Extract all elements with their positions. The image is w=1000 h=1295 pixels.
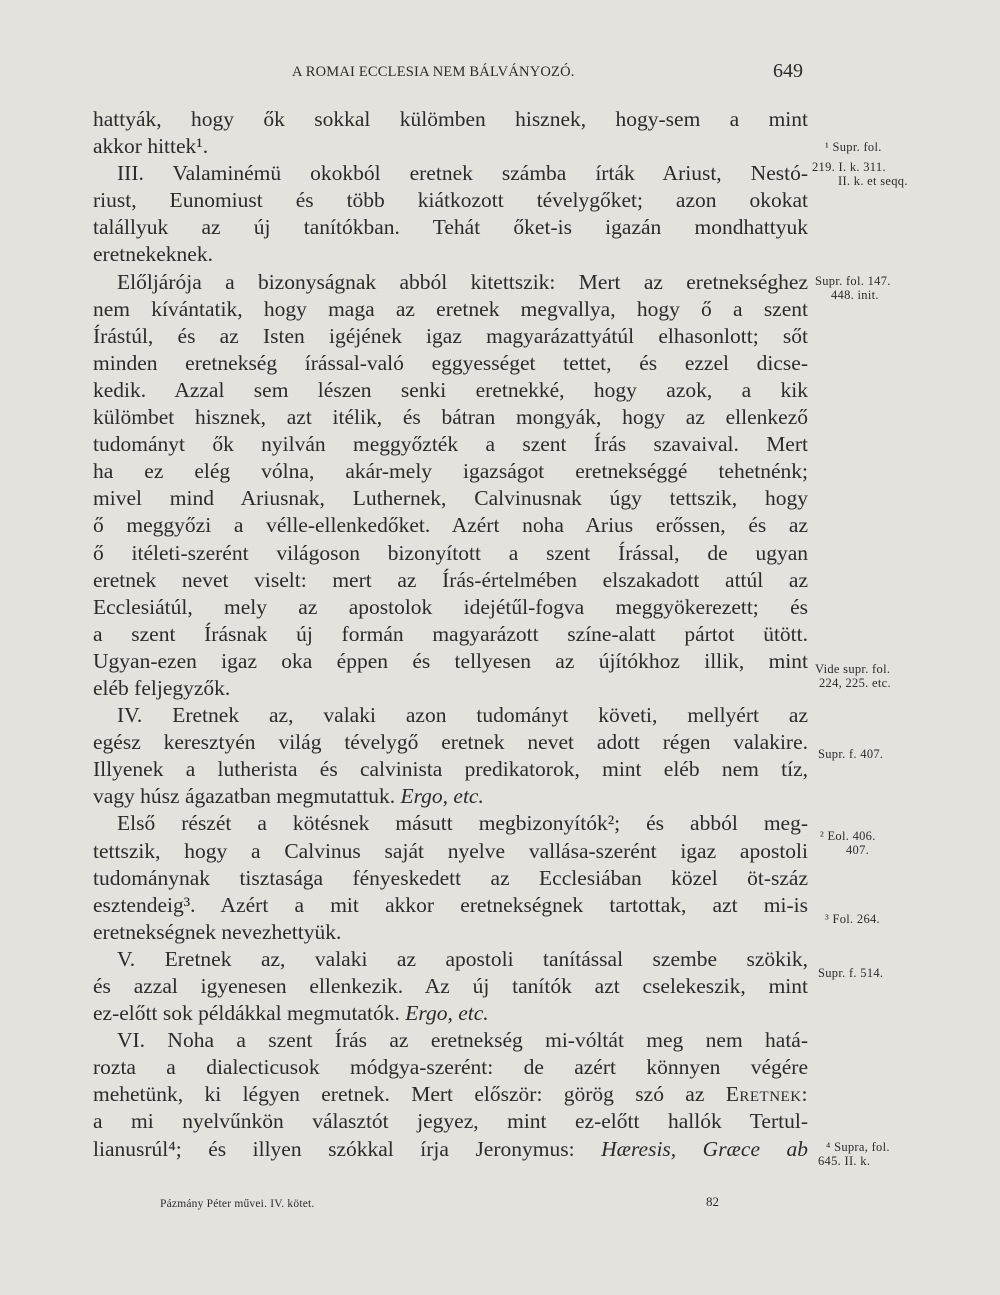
text-line: V. Eretnek az, valaki az apostoli tanítással szembe szökik,	[117, 946, 808, 971]
text-line: kedik. Azzal sem lészen senki eretnekké, hogy azok, a kik	[93, 377, 808, 402]
margin-note-line: 448. init.	[831, 288, 879, 302]
margin-note-line: Supr. f. 514.	[818, 966, 884, 980]
text-line	[93, 1081, 808, 1108]
text-line: tudománynak tisztasága fényeskedett az Ecclesiában közel öt-száz	[93, 865, 808, 890]
text-line: III. Valaminémü okokból eretnek számba írták Ariust, Nestó-	[117, 161, 808, 186]
margin-note-line: Supr. f. 407.	[818, 747, 884, 761]
text-line: talállyuk az új tanítókban. Tehát őket-is igazán mondhattyuk	[93, 215, 808, 240]
margin-note-line: ⁴ Supra, fol.	[826, 1140, 890, 1154]
margin-note-line: 224, 225. etc.	[819, 676, 891, 690]
text-line	[93, 783, 808, 810]
margin-note	[825, 140, 882, 154]
margin-note-line: ³ Fol. 264.	[825, 912, 880, 926]
text-line: eretnek nevet viselt: mert az Írás-értelmében elszakadott attúl az	[93, 567, 808, 592]
margin-note-line: 219. I. k. 311.	[812, 160, 886, 174]
text-line: eretnekségnek nevezhettyük.	[93, 919, 342, 944]
text-line: Előljárója a bizonyságnak abból kitettszik: Mert az eretnekséghez	[117, 269, 808, 294]
text-line: külömbet hisznek, azt itélik, és bátran mongyák, hogy az ellenkező	[93, 405, 808, 430]
small-caps-word: Eretnek:	[725, 1082, 808, 1107]
text-line: minden eretnekség írással-való eggyességet tettet, és ezzel dicse-	[93, 350, 808, 375]
text-line: mivel mind Ariusnak, Luthernek, Calvinusnak úgy tettszik, hogy	[93, 486, 808, 511]
text-segment: mehetünk, ki légyen eretnek. Mert először: görög szó az	[93, 1082, 705, 1107]
text-line: eléb feljegyzők.	[93, 675, 231, 700]
text-line: hattyák, hogy ők sokkal külömben hisznek, hogy-sem a mint	[93, 107, 808, 131]
text-segment: ez-előtt sok példákkal megmutatók.	[93, 1001, 400, 1026]
text-line: Ecclesiátúl, mely az apostolok idejétűl-fogva meggyökerezett; és	[93, 594, 808, 619]
margin-note-line: 645. II. k.	[818, 1154, 871, 1168]
margin-note-line: II. k. et seqq.	[838, 174, 908, 188]
text-line: a szent Írásnak új formán magyarázott színe-alatt pártot ütött.	[93, 621, 808, 646]
italic-ergo: Ergo, etc.	[405, 1001, 489, 1026]
text-line: IV. Eretnek az, valaki azon tudományt követi, mellyért az	[117, 703, 808, 728]
italic-latin-quote: Hæresis, Græce ab	[601, 1136, 808, 1161]
text-line: nem kívántatik, hogy maga az eretnek megvallya, hogy ő a szent	[93, 296, 808, 321]
text-segment: vagy húsz ágazatban megmutattuk.	[93, 784, 396, 809]
italic-ergo: Ergo, etc.	[400, 784, 484, 809]
text-line: Illyenek a lutherista és calvinista predikatorok, mint eléb nem tíz,	[93, 757, 808, 782]
text-line: ha ez elég vólna, akár-mely igazságot eretnekséggé tehetnénk;	[93, 459, 808, 484]
text-segment: lianusrúl⁴; és illyen szókkal írja Jeronymus:	[93, 1136, 575, 1161]
text-line: tettszik, hogy a Calvinus saját nyelve vallása-szerént igaz apostoli	[93, 838, 808, 863]
text-line: tudományt ők nyilván meggyőzték a szent Írás szavaival. Mert	[93, 432, 808, 457]
text-line: ő itéleti-szerént világoson bizonyított a szent Írással, de ugyan	[93, 540, 808, 565]
margin-note-line: Vide supr. fol.	[815, 662, 891, 676]
text-line: Első részét a kötésnek másutt megbizonyítók²; és abból meg-	[117, 811, 808, 836]
margin-note-line: ¹ Supr. fol.	[825, 140, 882, 154]
text-line: VI. Noha a szent Írás az eretnekség mi-vóltát meg nem hatá-	[117, 1028, 808, 1053]
text-line: akkor hittek¹.	[93, 134, 209, 159]
text-line: Ugyan-ezen igaz oka éppen és tellyesen az újítókhoz illik, mint	[93, 648, 808, 673]
text-line: riust, Eunomiust és több kiátkozott tévelygőket; azon okokat	[93, 188, 808, 213]
margin-note	[815, 274, 891, 302]
text-line: esztendeig³. Azért a mit akkor eretnekségnek tartottak, azt mi-is	[93, 892, 808, 917]
margin-note-line: Supr. fol. 147.	[815, 274, 891, 288]
text-line: a mi nyelvűnkön választót jegyez, mint ez-előtt hallók Tertul-	[93, 1109, 808, 1134]
text-line: és azzal igyenesen ellenkezik. Az új tanítók azt cselekeszik, mint	[93, 974, 808, 998]
text-line	[93, 1136, 808, 1163]
text-line: rozta a dialecticusok módgya-szerént: de azért könnyen végére	[93, 1055, 808, 1080]
text-line: eretnekeknek.	[93, 242, 213, 267]
running-header: A ROMAI ECCLESIA NEM BÁLVÁNYOZÓ.	[292, 64, 575, 80]
footer-title: Pázmány Péter művei. IV. kötet.	[160, 1198, 315, 1210]
margin-note	[812, 160, 908, 188]
printer-signature-mark: 82	[706, 1194, 719, 1209]
text-line: egész keresztyén világ tévelygő eretnek nevet adott régen valakire.	[93, 730, 808, 755]
margin-note	[818, 747, 883, 761]
page-number: 649	[773, 60, 803, 82]
margin-note	[825, 912, 880, 926]
text-line: ő meggyőzi a vélle-ellenkedőket. Azért noha Arius erőssen, és az	[93, 513, 808, 538]
margin-note	[818, 1140, 890, 1168]
margin-note	[815, 662, 891, 690]
text-line	[93, 1000, 808, 1027]
margin-note	[818, 966, 883, 980]
margin-note-line: ² Eol. 406.	[820, 829, 876, 843]
margin-note	[820, 829, 876, 857]
margin-note-line: 407.	[846, 843, 870, 857]
text-line: Írástúl, és az Isten igéjének igaz magyarázattyátúl elhasonlott; sőt	[93, 323, 808, 348]
body-text	[93, 106, 808, 1163]
